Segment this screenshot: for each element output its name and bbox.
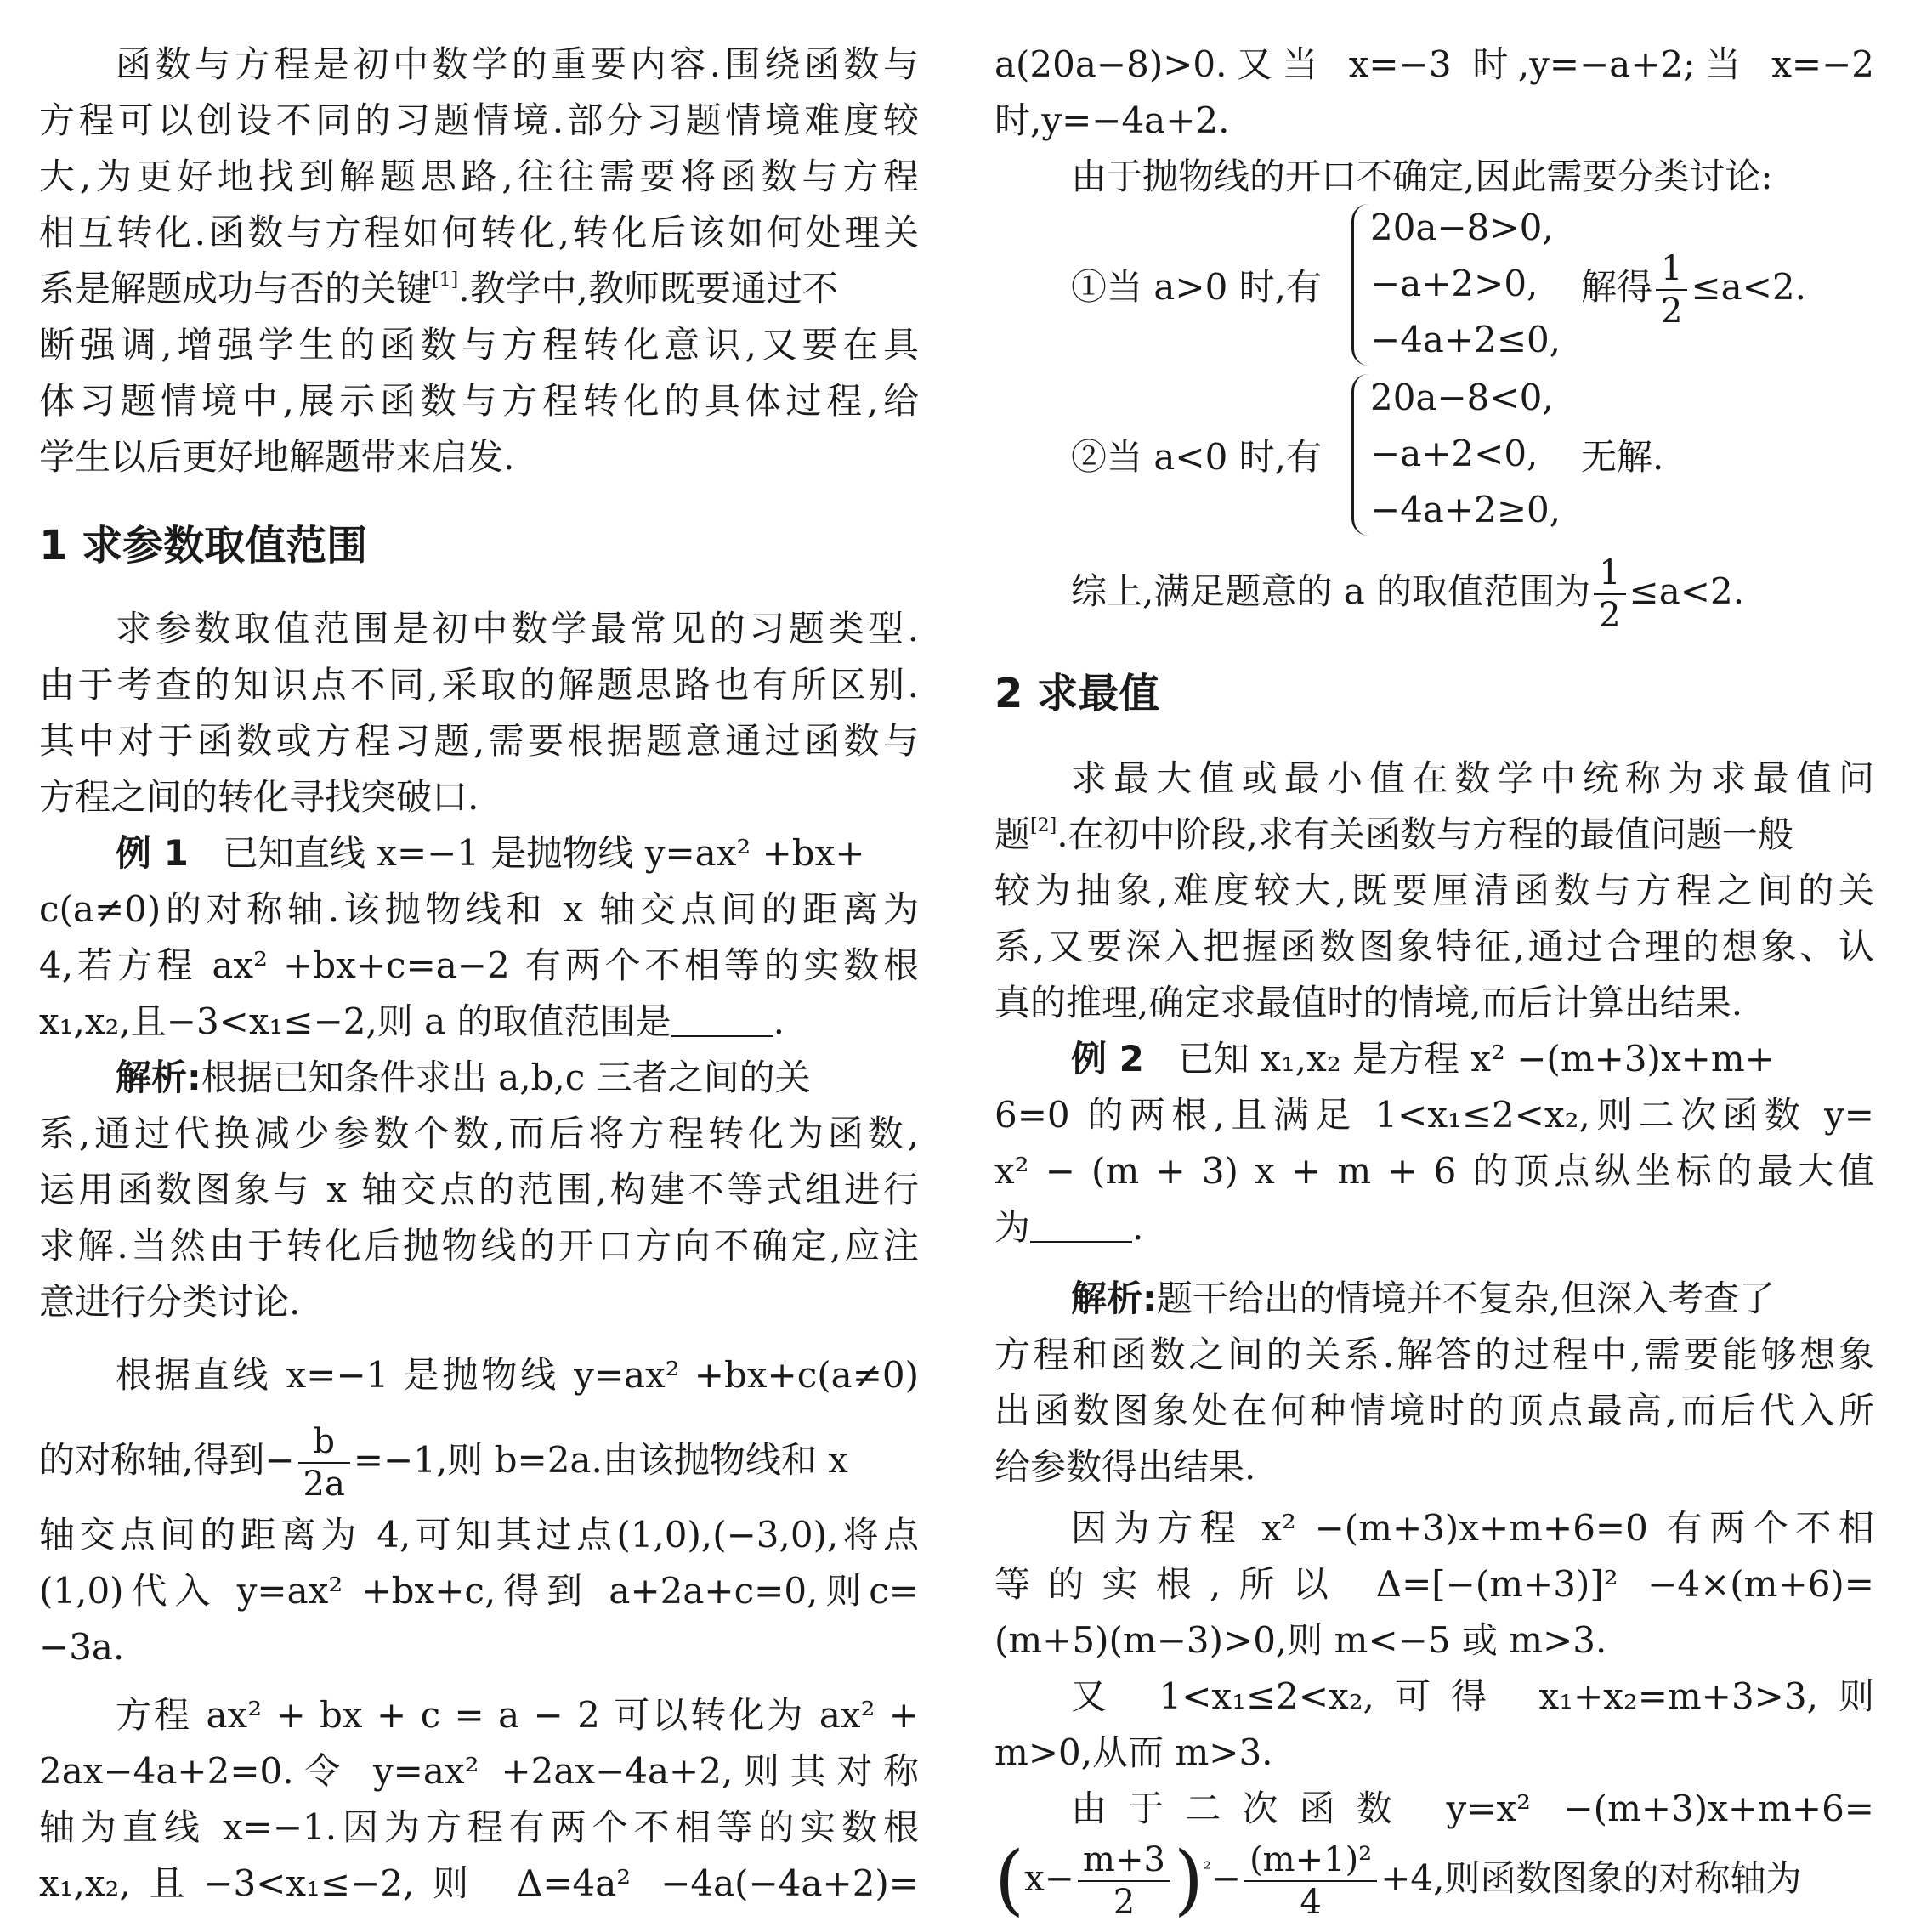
- solution-line: (1,0)代入 y=ax² +bx+c,得到 a+2a+c=0,则c=: [39, 1570, 919, 1612]
- analysis-label: 解析:: [1071, 1278, 1157, 1319]
- intro-line: 体习题情境中,展示函数与方程转化的具体过程,给: [39, 380, 919, 422]
- citation: [1]: [432, 269, 459, 291]
- case1-result: [1581, 247, 1806, 332]
- section-paragraph-line: 求最大值或最小值在数学中统称为求最值问: [1071, 757, 1874, 799]
- close-paren: ): [1173, 1835, 1204, 1923]
- intro-line: 大,为更好地找到解题思路,往往需要将函数与方程: [39, 156, 919, 197]
- section-paragraph-line: [994, 811, 1874, 862]
- inequality: −4a+2≤0,: [1370, 319, 1561, 360]
- analysis-label: 解析:: [116, 1057, 201, 1098]
- analysis-text: 根据已知条件求出 a,b,c 三者之间的关: [201, 1057, 811, 1098]
- example-line: 4,若方程 ax² +bx+c=a−2 有两个不相等的实数根: [39, 944, 919, 986]
- section-paragraph-line: 方程之间的转化寻找突破口.: [39, 776, 479, 818]
- fraction-m-plus-3-over-2: [1078, 1839, 1170, 1923]
- solution-line: 轴交点间的距离为 4,可知其过点(1,0),(−3,0),将点: [39, 1514, 919, 1556]
- example-label: 例 2: [1071, 1038, 1144, 1080]
- exponent: ²: [1204, 1859, 1211, 1880]
- fraction-numerator: 1: [1594, 553, 1625, 595]
- vertex-form-line: [994, 1834, 1874, 1923]
- solution-line: x₁,x₂,且−3<x₁≤−2,则 Δ=4a² −4a(−4a+2)=: [39, 1862, 919, 1904]
- inequality: −a+2>0,: [1370, 263, 1538, 304]
- inequality: −4a+2≥0,: [1370, 489, 1561, 530]
- example-line: [994, 1204, 1874, 1255]
- case1-prefix: ①当 a>0 时,有: [1071, 266, 1323, 308]
- result-text: 解得: [1581, 266, 1653, 308]
- section-paragraph-line: 其中对于函数或方程习题,需要根据题意通过函数与: [39, 720, 919, 762]
- intro-line: [39, 265, 919, 316]
- fraction-denominator: 2: [1599, 596, 1621, 635]
- intro-line: 相互转化.函数与方程如何转化,转化后该如何处理关: [39, 212, 919, 253]
- example-line: 6=0 的两根,且满足 1<x₁≤2<x₂,则二次函数 y=: [994, 1094, 1874, 1136]
- answer-blank: [1030, 1207, 1132, 1243]
- inequality: 20a−8<0,: [1370, 377, 1554, 418]
- example-label: 例 1: [116, 832, 189, 874]
- solution-line: 方程 ax² + bx + c = a − 2 可以转化为 ax² +: [116, 1694, 919, 1736]
- fraction-numerator: b: [298, 1421, 350, 1464]
- solution-line: m>0,从而 m>3.: [994, 1731, 1273, 1773]
- summary-text: ≤a<2.: [1629, 570, 1745, 612]
- analysis-line: 系,通过代换减少参数个数,而后将方程转化为函数,: [39, 1113, 919, 1154]
- analysis-line: 意进行分类讨论.: [39, 1281, 301, 1323]
- case2-prefix: ②当 a<0 时,有: [1071, 436, 1323, 478]
- analysis-text: 题干给出的情境并不复杂,但深入考查了: [1156, 1278, 1776, 1319]
- section-text: 题: [994, 813, 1031, 855]
- fraction-one-half: [1594, 553, 1625, 636]
- intro-line: 断强调,增强学生的函数与方程转化意识,又要在具: [39, 324, 919, 366]
- solution-line: (m+5)(m−3)>0,则 m<−5 或 m>3.: [994, 1619, 1607, 1661]
- citation: [2]: [1030, 815, 1057, 836]
- example-end: .: [1132, 1206, 1144, 1248]
- analysis-line: 方程和函数之间的关系.解答的过程中,需要能够想象: [994, 1334, 1874, 1375]
- section-paragraph-line: 较为抽象,难度较大,既要厘清函数与方程之间的关: [994, 870, 1874, 911]
- fraction-numerator: m+3: [1078, 1839, 1170, 1882]
- analysis-line: 求解.当然由于转化后抛物线的开口方向不确定,应注: [39, 1225, 919, 1267]
- solution-line: a(20a−8)>0.又当 x=−3 时,y=−a+2;当 x=−2: [994, 43, 1874, 85]
- solution-line: [39, 1418, 919, 1503]
- discussion-line: 由于抛物线的开口不确定,因此需要分类讨论:: [1071, 156, 1773, 197]
- section-title: 2 求最值: [994, 670, 1160, 717]
- solution-line: 又 1<x₁≤2<x₂,可得 x₁+x₂=m+3>3,则: [1071, 1675, 1874, 1717]
- solution-line: −3a.: [39, 1626, 125, 1668]
- example-text: 已知直线 x=−1 是抛物线 y=ax² +bx+: [222, 832, 865, 874]
- section-text: .在初中阶段,求有关函数与方程的最值问题一般: [1057, 813, 1793, 855]
- fraction-numerator: (m+1)²: [1244, 1839, 1377, 1882]
- result-text: ≤a<2.: [1691, 266, 1806, 308]
- inequality: 20a−8>0,: [1370, 207, 1554, 248]
- solution-text: 的对称轴,得到−: [39, 1439, 295, 1481]
- example-text: 已知 x₁,x₂ 是方程 x² −(m+3)x+m+: [1177, 1038, 1775, 1080]
- inequality: −a+2<0,: [1370, 433, 1538, 474]
- solution-line: 根据直线 x=−1 是抛物线 y=ax² +bx+c(a≠0): [116, 1354, 919, 1396]
- solution-line: 由于二次函数 y=x² −(m+3)x+m+6=: [1071, 1788, 1874, 1829]
- intro-text: 系是解题成功与否的关键: [39, 268, 433, 309]
- formula-text: x−: [1024, 1857, 1075, 1899]
- fraction-b-over-2a: [298, 1421, 350, 1503]
- example-line: [994, 1035, 1874, 1086]
- fraction-denominator: 2: [1661, 292, 1683, 331]
- section-title: 1 求参数取值范围: [39, 522, 368, 570]
- fraction-numerator: 1: [1656, 248, 1687, 291]
- intro-line: 函数与方程是初中数学的重要内容.围绕函数与: [116, 43, 919, 85]
- case2-result: 无解.: [1581, 436, 1664, 478]
- section-paragraph-line: 由于考查的知识点不同,采取的解题思路也有所区别.: [39, 664, 919, 706]
- fraction-m-plus-1-sq-over-4: [1244, 1839, 1377, 1923]
- analysis-line: 给参数得出结果.: [994, 1446, 1256, 1488]
- example-line: [39, 830, 919, 881]
- open-paren: (: [994, 1835, 1025, 1923]
- formula-text: −: [1210, 1857, 1242, 1899]
- solution-line: 因为方程 x² −(m+3)x+m+6=0 有两个不相: [1071, 1507, 1874, 1549]
- answer-blank: [671, 1001, 773, 1037]
- example-line: [39, 998, 919, 1049]
- intro-line: 学生以后更好地解题带来启发.: [39, 436, 515, 478]
- example-text: 为: [994, 1206, 1031, 1248]
- solution-text: =−1,则 b=2a.由该抛物线和 x: [353, 1439, 848, 1481]
- section-paragraph-line: 真的推理,确定求最值时的情境,而后计算出结果.: [994, 982, 1743, 1023]
- summary-line: [1071, 551, 1744, 636]
- analysis-line: 出函数图象处在何种情境时的顶点最高,而后代入所: [994, 1390, 1874, 1431]
- intro-line: 方程可以创设不同的习题情境.部分习题情境难度较: [39, 99, 919, 141]
- example-end: .: [773, 1000, 785, 1042]
- solution-line: 等的实根,所以 Δ=[−(m+3)]² −4×(m+6)=: [994, 1563, 1874, 1605]
- example-line: x² − (m + 3) x + m + 6 的顶点纵坐标的最大值: [994, 1150, 1874, 1192]
- solution-line: 时,y=−4a+2.: [994, 99, 1230, 141]
- section-paragraph-line: 系,又要深入把握函数图象特征,通过合理的想象、认: [994, 926, 1874, 967]
- fraction-denominator: 4: [1300, 1883, 1322, 1922]
- fraction-one-half: [1656, 248, 1687, 332]
- example-line: c(a≠0)的对称轴.该抛物线和 x 轴交点间的距离为: [39, 888, 919, 930]
- fraction-denominator: 2a: [303, 1465, 345, 1503]
- solution-line: 轴为直线 x=−1.因为方程有两个不相等的实数根: [39, 1806, 919, 1848]
- analysis-line: [39, 1054, 919, 1105]
- intro-text: .教学中,教师既要通过不: [458, 268, 838, 309]
- summary-text: 综上,满足题意的 a 的取值范围为: [1071, 570, 1591, 612]
- fraction-denominator: 2: [1113, 1883, 1136, 1922]
- analysis-line: 运用函数图象与 x 轴交点的范围,构建不等式组进行: [39, 1169, 919, 1210]
- section-paragraph-line: 求参数取值范围是初中数学最常见的习题类型.: [116, 608, 919, 649]
- analysis-line: [994, 1275, 1874, 1326]
- example-text: x₁,x₂,且−3<x₁≤−2,则 a 的取值范围是: [39, 1000, 671, 1042]
- solution-line: 2ax−4a+2=0.令 y=ax² +2ax−4a+2,则其对称: [39, 1750, 919, 1792]
- formula-text: +4,则函数图象的对称轴为: [1380, 1857, 1802, 1899]
